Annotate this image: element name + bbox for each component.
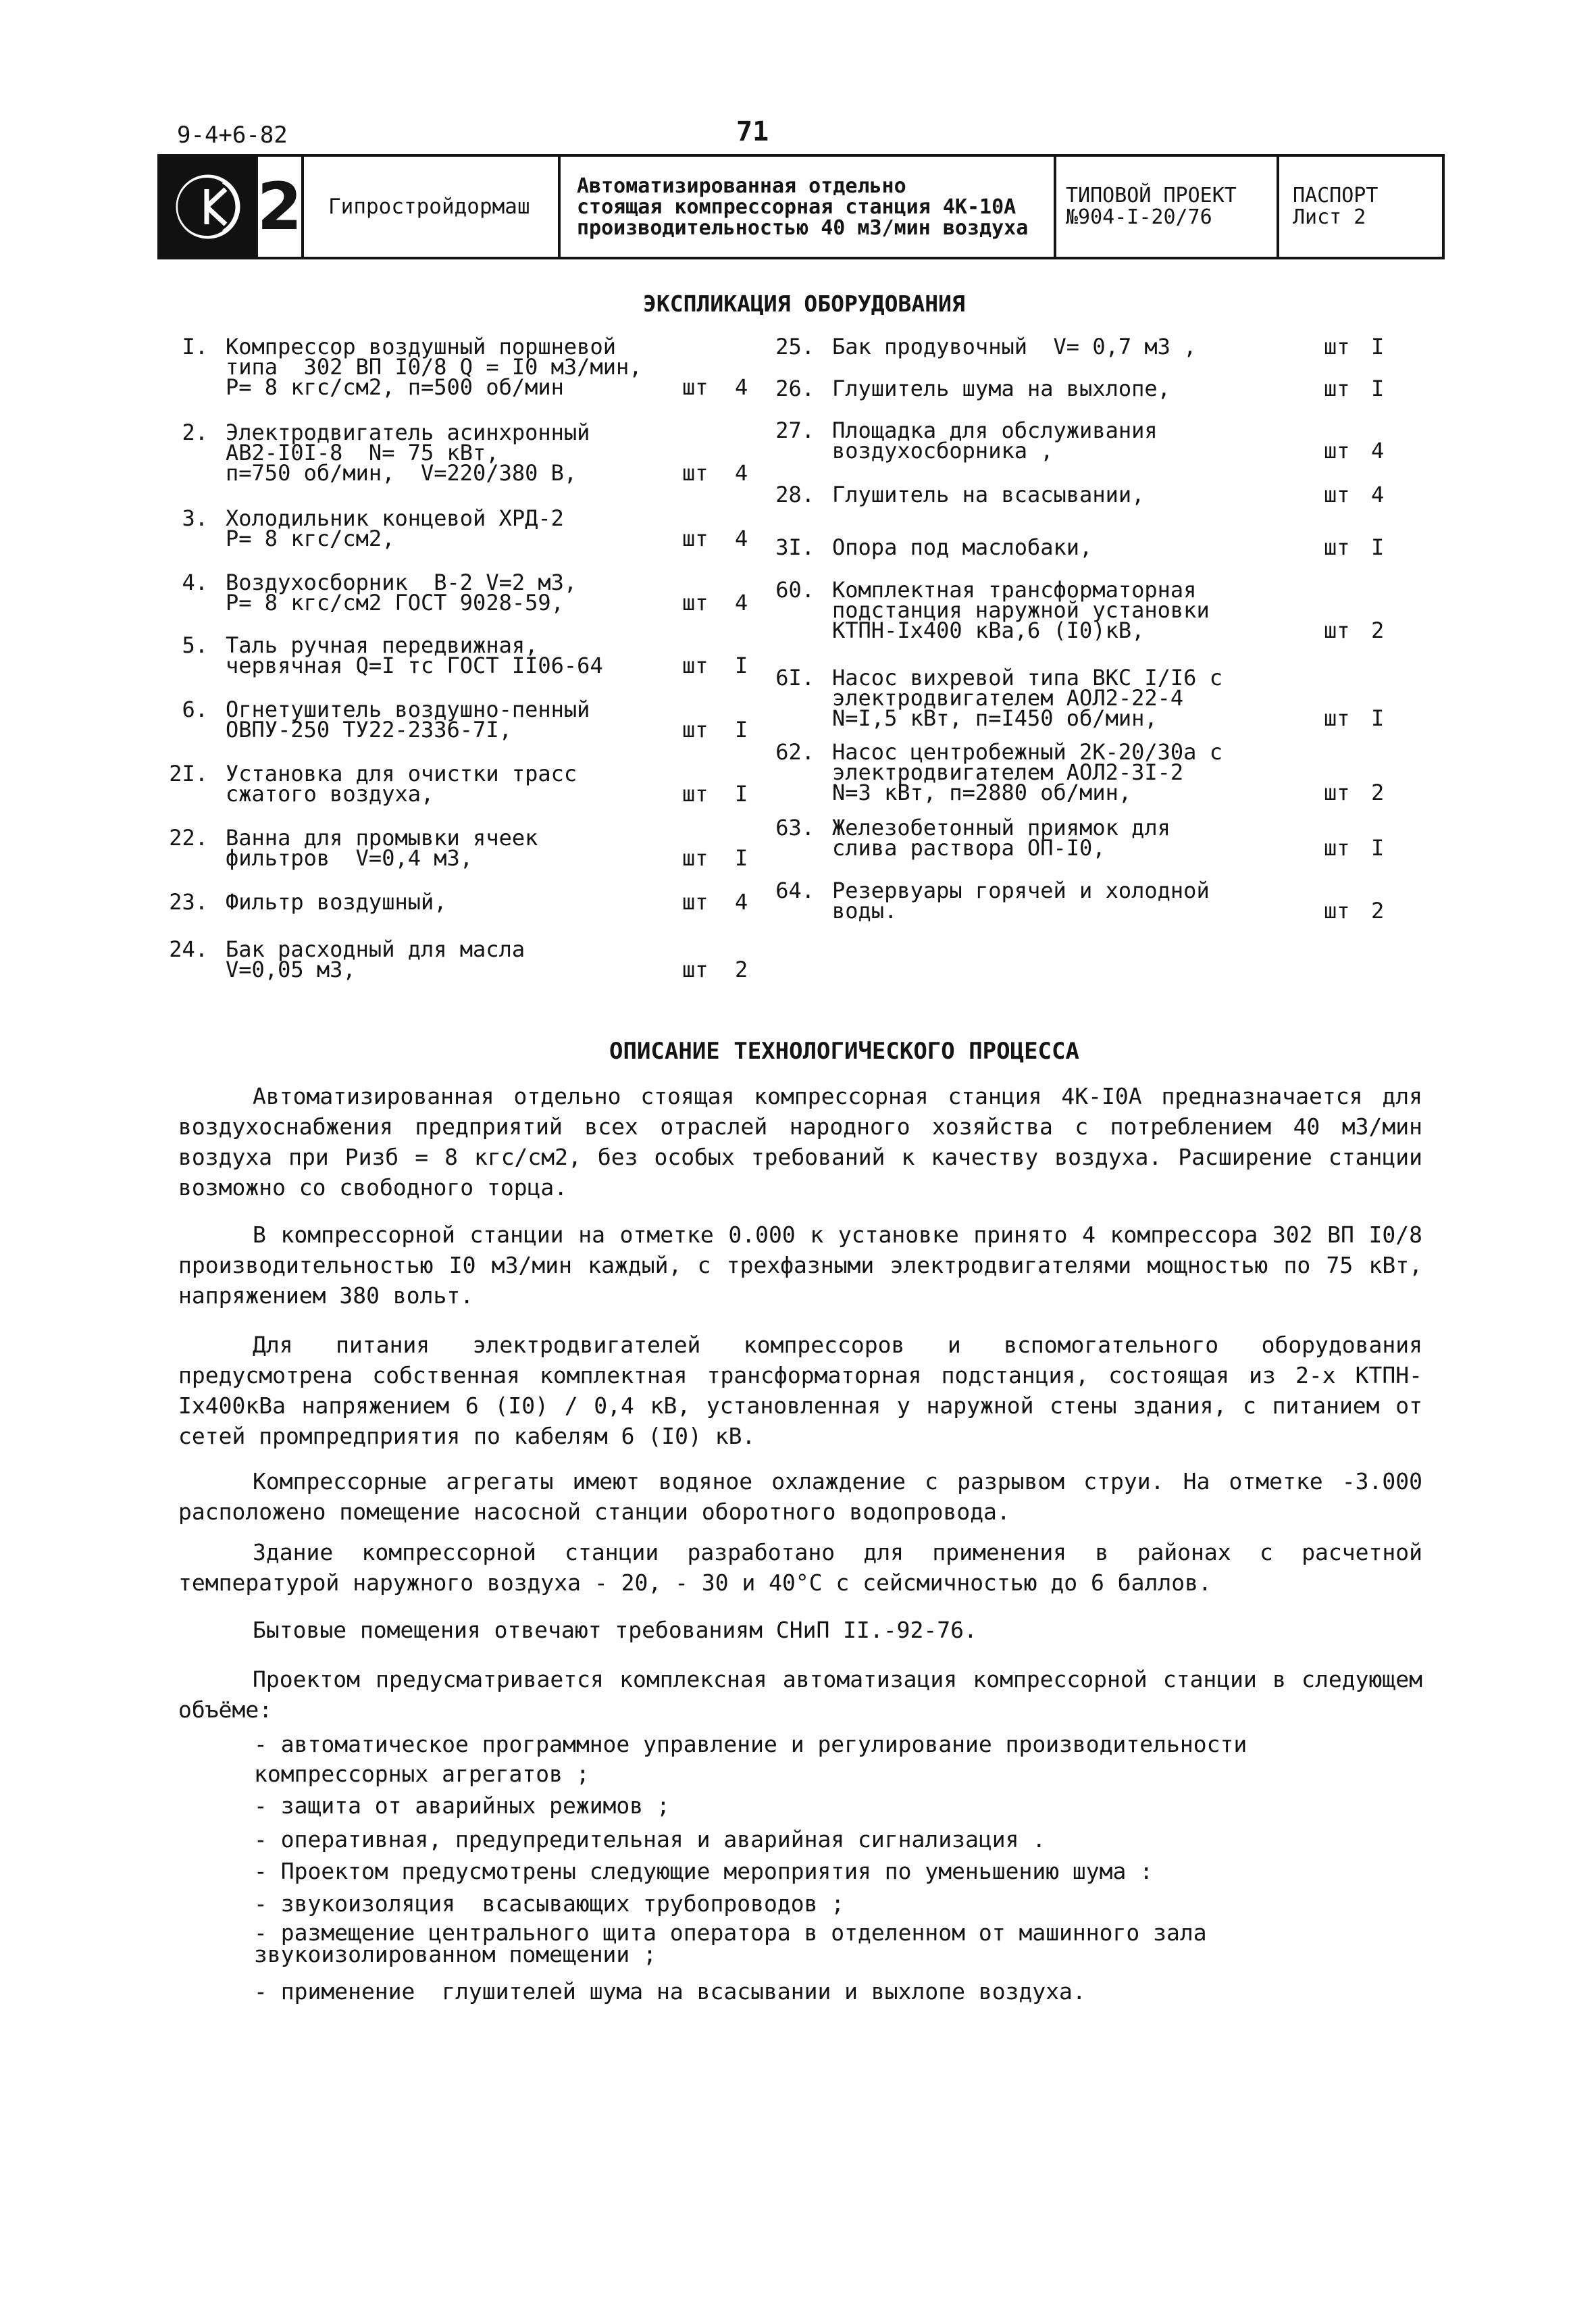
item-unit: шт [682, 845, 709, 871]
item-description: Таль ручная передвижная, червячная Q=I тс ГОСТ II06-64 [226, 632, 603, 678]
item-description: Фильтр воздушный, [226, 889, 447, 915]
item-description: Установка для очистки трасс сжатого воздуха, [226, 761, 577, 807]
item-count: 2 [1371, 780, 1385, 805]
organization-name: Гипростройдормаш [304, 157, 561, 257]
paragraph-text: Бытовые помещения отвечают требованиям СНиП II.-92-76. [253, 1617, 977, 1643]
item-count: I [1371, 705, 1385, 731]
passport-sheet-label: Лист 2 [1293, 205, 1366, 229]
project-number [1056, 157, 1279, 257]
item-count: I [735, 653, 748, 678]
automation-bullet: - оперативная, предупредительная и аварийная сигнализация . [254, 1826, 1046, 1853]
document-code: 9-4+6-82 [177, 122, 288, 149]
item-unit: шт [682, 374, 709, 400]
item-unit: шт [1324, 898, 1350, 924]
item-unit: шт [1324, 618, 1350, 643]
item-description: Насос центробежный 2К-20/30а с электродвигателем АОЛ2-3I-2 N=3 кВт, п=2880 об/мин, [832, 739, 1222, 805]
item-number: 4. [182, 570, 208, 595]
item-description: Насос вихревой типа ВКС I/I6 с электродвигателем АОЛ2-22-4 N=I,5 кВт, п=I450 об/мин, [832, 665, 1222, 731]
item-description: Глушитель на всасывании, [832, 482, 1145, 507]
process-paragraph [178, 1615, 1422, 1645]
passport-sheet [1279, 157, 1442, 257]
item-description: Холодильник концевой ХРД-2 P= 8 кгс/см2, [226, 505, 564, 551]
process-paragraph [178, 1466, 1422, 1527]
process-paragraph [178, 1081, 1422, 1203]
item-description: Площадка для обслуживания воздухосборника , [832, 418, 1158, 463]
item-unit: шт [682, 889, 709, 915]
item-count: I [735, 717, 748, 743]
item-count: 4 [735, 460, 748, 486]
item-number: 60. [775, 577, 815, 603]
item-description: Комплектная трансформаторная подстанция наружной установки КТПН-Iх400 кВа,6 (I0)кВ, [832, 577, 1210, 643]
automation-bullet: - автоматическое программное управление и регулирование производительности компрессорных агрегатов ; [254, 1731, 1247, 1787]
item-unit: шт [682, 526, 709, 551]
item-number: 25. [775, 334, 815, 359]
project-title [561, 157, 1056, 257]
project-title-line: Автоматизированная отдельно [577, 174, 906, 198]
paragraph-text: Проектом предусматривается комплексная автоматизация компрессорной станции в следующем объёме: [178, 1666, 1422, 1723]
item-unit: шт [1324, 534, 1350, 560]
item-number: 26. [775, 376, 815, 401]
automation-bullet: - применение глушителей шума на всасывании и выхлопе воздуха. [254, 1978, 1086, 2005]
item-count: 4 [735, 889, 748, 915]
process-paragraph [178, 1219, 1422, 1311]
item-description: Железобетонный приямок для слива раствора ОП-I0, [832, 815, 1170, 861]
automation-bullet: - размещение центрального щита оператора в отделенном от машинного зала звукоизолированном помещении ; [254, 1919, 1207, 1967]
item-number: 28. [775, 482, 815, 507]
item-description: Глушитель шума на выхлопе, [832, 376, 1170, 401]
item-description: Воздухосборник В-2 V=2 м3, P= 8 кгс/см2 ГОСТ 9028-59, [226, 570, 577, 615]
item-unit: шт [682, 590, 709, 615]
item-number: 2I. [169, 761, 208, 786]
project-type-label: ТИПОВОЙ ПРОЕКТ [1066, 184, 1237, 207]
item-number: 6I. [775, 665, 815, 690]
paragraph-text: Здание компрессорной станции разработано для применения в районах с расчетной температурой наружного воздуха - 20, - 30 и 40°С с сейсмичностью до 6 баллов. [178, 1539, 1422, 1596]
item-count: 4 [1371, 438, 1385, 463]
process-heading: ОПИСАНИЕ ТЕХНОЛОГИЧЕСКОГО ПРОЦЕССА [609, 1038, 1079, 1065]
item-unit: шт [682, 460, 709, 486]
item-unit: шт [1324, 482, 1350, 507]
item-count: I [1371, 376, 1385, 401]
process-paragraph [178, 1330, 1422, 1451]
item-unit: шт [682, 957, 709, 982]
item-number: 5. [182, 632, 208, 658]
item-number: 24. [169, 936, 208, 962]
project-title-line: стоящая компрессорная станция 4К-10А [577, 195, 1016, 219]
project-title-line: производительностью 40 м3/мин воздуха [577, 216, 1029, 240]
item-description: Ванна для промывки ячеек фильтров V=0,4 м3, [226, 825, 538, 871]
item-number: 27. [775, 418, 815, 443]
item-unit: шт [1324, 334, 1350, 359]
item-number: I. [182, 334, 208, 359]
item-count: 4 [735, 526, 748, 551]
item-unit: шт [1324, 376, 1350, 401]
paragraph-text: Для питания электродвигателей компрессоров и вспомогательного оборудования предусмотрена собственная комплектная трансформаторная подстанция, состоящая из 2-х КТПН-Iх400кВа напряжением 6 (I0) / 0,4 кВ, установленная у наружной стены здания, с питанием от сетей промпредприятия по кабелям 6 (I0) кВ. [178, 1332, 1422, 1449]
item-count: 2 [735, 957, 748, 982]
item-count: 2 [1371, 898, 1385, 924]
item-number: 3I. [775, 534, 815, 560]
item-number: 64. [775, 878, 815, 903]
item-number: 23. [169, 889, 208, 915]
item-count: 4 [735, 590, 748, 615]
item-description: Электродвигатель асинхронный АВ2-I0I-8 N= 75 кВт, п=750 об/мин, V=220/380 В, [226, 420, 590, 486]
sk-logo-icon [168, 166, 249, 247]
paragraph-text: В компрессорной станции на отметке 0.000 к установке принято 4 компрессора 302 ВП I0/8 производительностью I0 м3/мин каждый, с трехфазными электродвигателями мощностью по 75 кВт, напряжением 380 вольт. [178, 1222, 1422, 1309]
process-paragraph [178, 1537, 1422, 1598]
automation-bullet: - защита от аварийных режимов ; [254, 1792, 670, 1819]
item-unit: шт [1324, 438, 1350, 463]
item-description: Компрессор воздушный поршневой типа 302 ВП I0/8 Q = I0 м3/мин, P= 8 кгс/см2, п=500 об/мин [226, 334, 642, 400]
item-unit: шт [682, 653, 709, 678]
item-count: I [1371, 534, 1385, 560]
item-number: 62. [775, 739, 815, 765]
item-number: 6. [182, 697, 208, 722]
automation-bullet: - Проектом предусмотрены следующие мероприятия по уменьшению шума : [254, 1858, 1154, 1884]
item-unit: шт [682, 781, 709, 807]
process-paragraph [178, 1664, 1422, 1725]
passport-label: ПАСПОРТ [1293, 184, 1379, 207]
item-description: Опора под маслобаки, [832, 534, 1093, 560]
item-number: 63. [775, 815, 815, 840]
title-block [157, 154, 1445, 259]
item-description: Резервуары горячей и холодной воды. [832, 878, 1210, 924]
item-number: 3. [182, 505, 208, 531]
paragraph-text: Автоматизированная отдельно стоящая компрессорная станция 4К-I0А предназначается для воздухоснабжения предприятий всех отраслей народного хозяйства с потреблением 40 м3/мин воздуха при Ризб = 8 кгс/см2, без особых требований к качеству воздуха. Расширение станции возможно со свободного торца. [178, 1083, 1422, 1201]
item-unit: шт [682, 717, 709, 743]
project-code: №904-I-20/76 [1066, 205, 1212, 229]
item-count: 4 [1371, 482, 1385, 507]
item-number: 2. [182, 420, 208, 445]
logo [160, 157, 258, 257]
item-unit: шт [1324, 835, 1350, 861]
item-description: Бак продувочный V= 0,7 м3 , [832, 334, 1197, 359]
item-description: Бак расходный для масла V=0,05 м3, [226, 936, 525, 982]
item-count: I [1371, 835, 1385, 861]
item-number: 22. [169, 825, 208, 851]
item-count: 4 [735, 374, 748, 400]
item-unit: шт [1324, 705, 1350, 731]
sheet-number: 2 [258, 157, 304, 257]
item-count: I [735, 781, 748, 807]
item-count: I [735, 845, 748, 871]
item-description: Огнетушитель воздушно-пенный ОВПУ-250 ТУ22-2336-7I, [226, 697, 590, 743]
paragraph-text: Компрессорные агрегаты имеют водяное охлаждение с разрывом струи. На отметке -3.000 расположено помещение насосной станции оборотного водопровода. [178, 1468, 1422, 1525]
automation-bullet: - звукоизоляция всасывающих трубопроводов ; [254, 1890, 845, 1917]
item-unit: шт [1324, 780, 1350, 805]
equipment-heading: ЭКСПЛИКАЦИЯ ОБОРУДОВАНИЯ [643, 291, 965, 317]
item-count: I [1371, 334, 1385, 359]
page-number: 71 [736, 116, 769, 147]
item-count: 2 [1371, 618, 1385, 643]
